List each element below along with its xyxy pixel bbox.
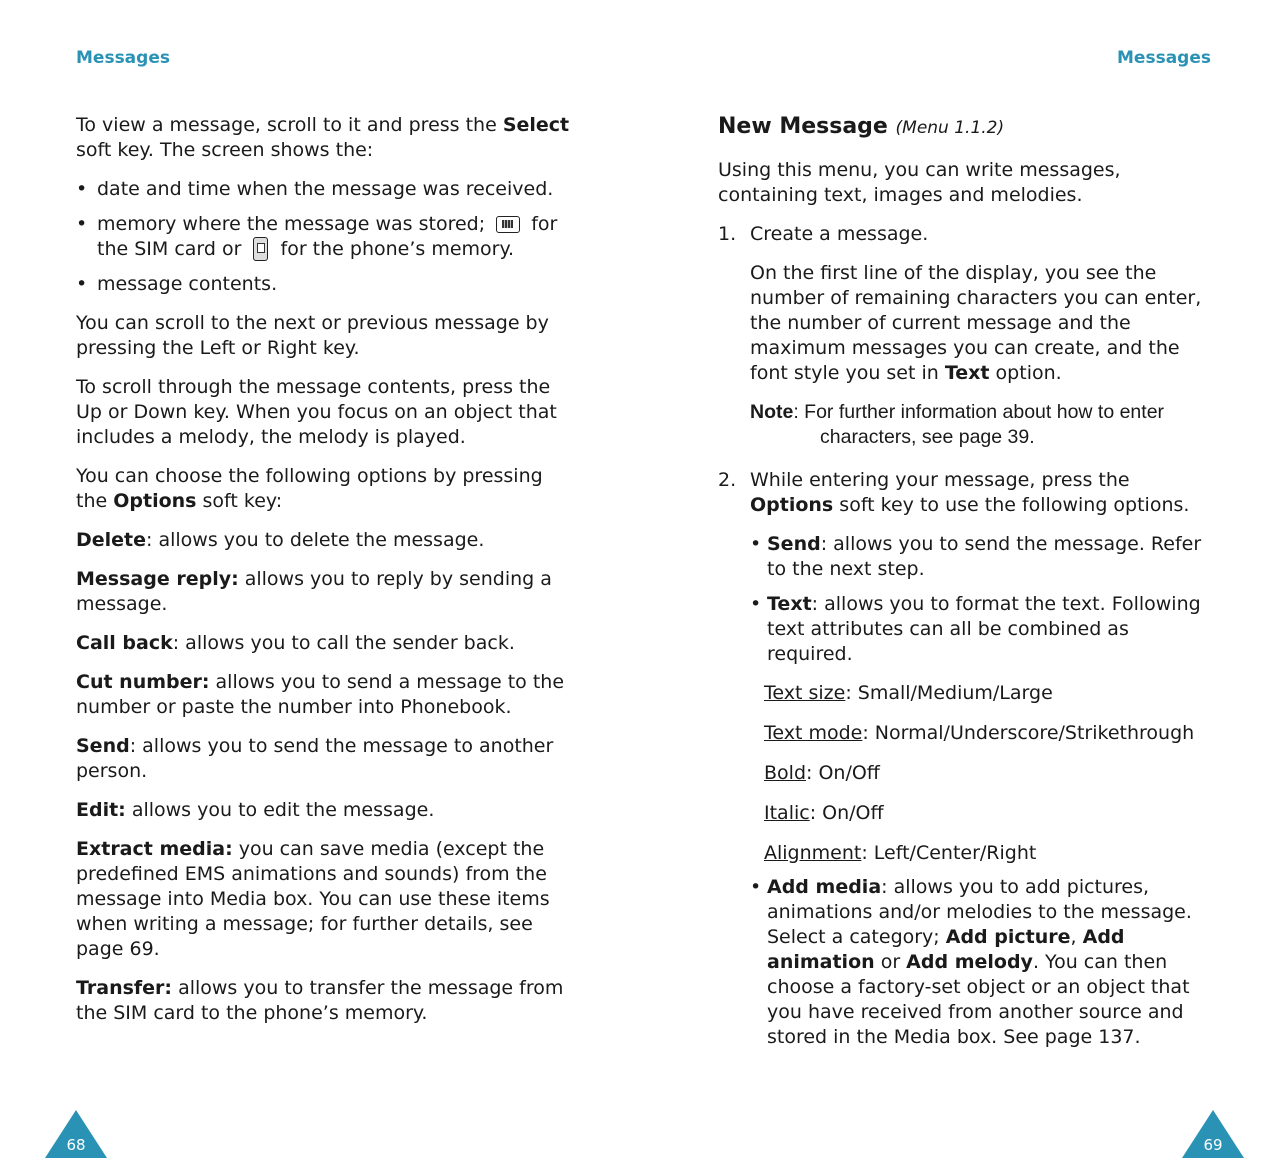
scroll-paragraph: You can scroll to the next or previous message by pressing the Left or Right key. xyxy=(76,312,549,359)
attribute-text-size: Text size: Small/Medium/Large xyxy=(764,682,1053,704)
option-delete: Delete: allows you to delete the message. xyxy=(76,529,485,551)
intro-paragraph: To view a message, scroll to it and press the Select soft key. The screen shows the: xyxy=(76,114,570,161)
intro-paragraph: Using this menu, you can write messages, containing text, images and melodies. xyxy=(718,159,1121,206)
step-number: 2. xyxy=(718,469,737,491)
list-item: • date and time when the message was received. xyxy=(76,177,576,202)
attribute-alignment: Alignment: Left/Center/Right xyxy=(764,842,1037,864)
list-item: • message contents. xyxy=(76,272,576,297)
sim-card-icon xyxy=(496,216,520,233)
options-intro-paragraph: You can choose the following options by pressing the Options soft key: xyxy=(76,465,543,512)
option-extract-media: Extract media: you can save media (except the predefined EMS animations and sounds) from the message into Media box. You can use these items when writing a message; for further details, see page 69. xyxy=(76,838,550,960)
option-cut-number: Cut number: allows you to send a message to the number or paste the number into Phonebook. xyxy=(76,671,565,718)
attribute-italic: Italic: On/Off xyxy=(764,802,884,824)
right-content xyxy=(718,113,1218,1064)
attribute-bold: Bold: On/Off xyxy=(764,762,880,784)
step-2: 2. While entering your message, press the Options soft key to use the following options. • Send: allows you to send the message. Refer to the next step. • Text: allows you to format the text. Following text attributes can all be combined as required. Text size: Small/Medium/Large Text mode: Normal/Underscore/Strikethrough Bold: On/Off Italic: On/Off Alignment: Left/Center/Right • Add media: allows you to add pictures, animations and/or melodies to the message. Select a category; Add picture, Add animation or Add melody. You can then choose a factory-set object or an object that you have received from another source and stored in the Media box. See page 137. xyxy=(718,468,1218,1050)
option-message-reply: Message reply: allows you to reply by sending a message. xyxy=(76,568,552,615)
section-title: New Message (Menu 1.1.2) xyxy=(718,114,1005,139)
page-number: 69 xyxy=(1203,1136,1223,1154)
page-header: Messages xyxy=(76,48,170,68)
menu-reference: (Menu 1.1.2) xyxy=(895,118,1005,138)
option-edit: Edit: allows you to edit the message. xyxy=(76,799,435,821)
info-bullet-list xyxy=(76,177,576,297)
note: Note: For further information about how to enter characters, see page 39. xyxy=(750,401,1165,448)
page-number: 68 xyxy=(66,1136,86,1154)
phone-memory-icon xyxy=(253,237,268,261)
right-page xyxy=(640,0,1280,1174)
option-transfer: Transfer: allows you to transfer the message from the SIM card to the phone’s memory. xyxy=(76,977,564,1024)
list-item: • memory where the message was stored; for the SIM card or for the phone’s memory. xyxy=(76,212,576,262)
sub-options-list xyxy=(750,532,1218,667)
option-call-back: Call back: allows you to call the sender back. xyxy=(76,632,515,654)
sub-option-send: • Send: allows you to send the message. Refer to the next step. xyxy=(750,532,1218,582)
sub-option-text: • Text: allows you to format the text. Following text attributes can all be combined as required. xyxy=(750,592,1218,667)
step-number: 1. xyxy=(718,223,737,245)
step-1-detail: On the first line of the display, you see the number of remaining characters you can enter, the number of current message and the maximum messages you can create, and the font style you set in Text option. xyxy=(750,262,1202,384)
sub-option-add-media: • Add media: allows you to add pictures, animations and/or melodies to the message. Select a category; Add picture, Add animation or Add melody. You can then choose a factory-set object or an object that you have received from another source and stored in the Media box. See page 137. xyxy=(750,875,1218,1050)
attribute-text-mode: Text mode: Normal/Underscore/Strikethrough xyxy=(764,722,1195,744)
add-media-list xyxy=(750,875,1218,1050)
contents-paragraph: To scroll through the message contents, press the Up or Down key. When you focus on an object that includes a melody, the melody is played. xyxy=(76,376,557,448)
step-1: 1. Create a message. On the first line of the display, you see the number of remaining characters you can enter, the number of current message and the maximum messages you can create, and the font style you set in Text option. Note: For further information about how to enter characters, see page 39. xyxy=(718,222,1218,450)
page-header: Messages xyxy=(1117,48,1211,68)
option-send: Send: allows you to send the message to another person. xyxy=(76,735,554,782)
left-content xyxy=(76,113,576,1040)
